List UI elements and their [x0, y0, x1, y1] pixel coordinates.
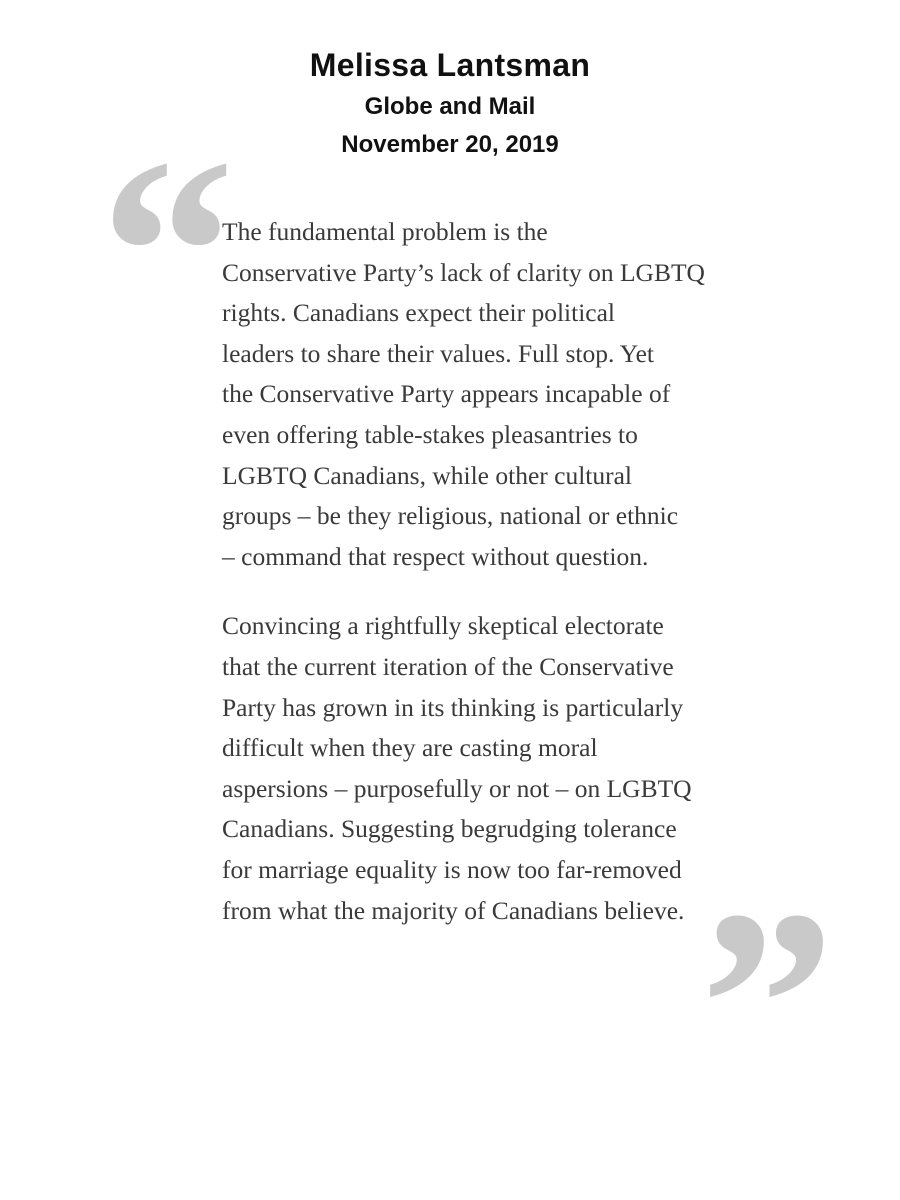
text-line: aspersions – purposefully or not – on LGBTQ: [222, 773, 692, 803]
text-line: – command that respect without question.: [222, 541, 649, 571]
publication-name: Globe and Mail: [364, 93, 536, 120]
author-name: Melissa Lantsman: [309, 47, 591, 83]
text-line: difficult when they are casting moral: [222, 733, 598, 763]
text-line: for marriage equality is now too far-removed: [222, 854, 682, 884]
text-line: leaders to share their values. Full stop. Yet: [222, 338, 655, 368]
text-line: Canadians. Suggesting begrudging tolerance: [222, 814, 677, 844]
text-line: that the current iteration of the Conservative: [222, 651, 674, 681]
text-line: Conservative Party’s lack of clarity on LGBTQ: [222, 257, 705, 287]
quote-paragraph-1: [222, 212, 782, 577]
text-line: groups – be they religious, national or ethnic: [222, 501, 679, 531]
close-quote-icon: ”: [700, 855, 835, 1154]
text-line: rights. Canadians expect their political: [222, 298, 616, 328]
text-line: even offering table-stakes pleasantries to: [222, 419, 638, 449]
text-line: LGBTQ Canadians, while other cultural: [222, 460, 633, 490]
quote-paragraph-2: [222, 606, 782, 931]
publication-date: November 20, 2019: [341, 131, 559, 158]
open-quote-icon: “: [100, 103, 235, 402]
text-line: the Conservative Party appears incapable of: [222, 379, 671, 409]
text-line: Convincing a rightfully skeptical electorate: [222, 611, 664, 641]
quote-body: [222, 212, 782, 931]
text-line: from what the majority of Canadians believe.: [222, 895, 685, 925]
text-line: The fundamental problem is the: [222, 217, 548, 246]
text-line: Party has grown in its thinking is particularly: [222, 692, 684, 722]
